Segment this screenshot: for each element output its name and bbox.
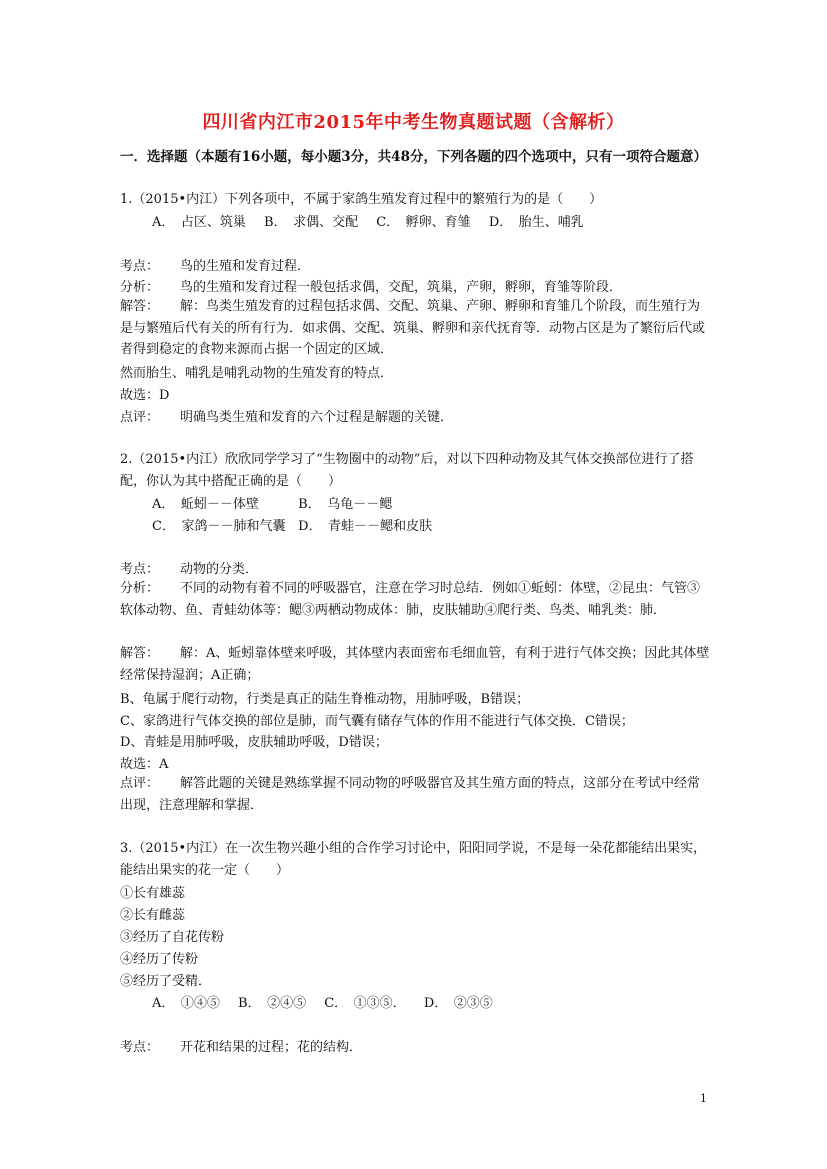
q2-jieda-label: 解答： xyxy=(120,646,160,661)
q1-dianping-label: 点评： xyxy=(120,410,160,425)
q2-jieda xyxy=(120,643,710,686)
q1-option-d: D． 胎生、哺乳 xyxy=(488,215,584,230)
q2-answer: 故选：A xyxy=(120,757,169,772)
q1-option-a: A． 占区、筑巢 xyxy=(152,215,246,230)
q3-item-2: ②长有雌蕊 xyxy=(120,908,186,923)
q3-option-c: C． ①③⑤． xyxy=(324,996,406,1011)
q3-item-1: ①长有雄蕊 xyxy=(120,886,186,901)
q3-option-d: D． ②③⑤ xyxy=(423,996,493,1011)
page-title: 四川省内江市2015年中考生物真题试题（含解析） xyxy=(202,112,625,133)
q1-jieda-text: 解：鸟类生殖发育的过程包括求偶、交配、筑巢、产卵、孵卵和育雏几个阶段，而生殖行为是与繁殖后代有关的所有行为．如求偶、交配、筑巢、孵卵和亲代抚育等．动物占区是为了繁衍后代或者得到稳定的食物来源而占据一个固定的区域． xyxy=(120,299,706,357)
q2-line-d: D、青蛙是用肺呼吸，皮肤辅助呼吸，D错误； xyxy=(120,735,388,750)
q2-fenxi-label: 分析： xyxy=(120,581,160,596)
q1-option-c: C． 孵卵、育雏 xyxy=(376,215,471,230)
q2-dianping-label: 点评： xyxy=(120,776,160,791)
q1-dianping-text: 明确鸟类生殖和发育的六个过程是解题的关键． xyxy=(180,410,454,425)
q1-kaodian-text: 鸟的生殖和发育过程． xyxy=(180,259,311,274)
q2-stem: 2.（2015•内江）欣欣同学学习了“生物圈中的动物”后，对以下四种动物及其气体交换部位进行了搭配，你认为其中搭配正确的是（ ） xyxy=(120,452,694,489)
q1-fenxi xyxy=(120,276,622,295)
q3-option-b: B． ②④⑤ xyxy=(238,996,307,1011)
q1-jieda-2: 然而胎生、哺乳是哺乳动物的生殖发育的特点． xyxy=(120,366,394,381)
q3-item-3: ③经历了自花传粉 xyxy=(120,930,225,945)
q1-jieda xyxy=(120,296,710,361)
q2-dianping xyxy=(120,773,710,816)
q2-kaodian xyxy=(120,558,258,577)
q2-fenxi-text: 不同的动物有着不同的呼吸器官，注意在学习时总结．例如①蚯蚓：体壁，②昆虫：气管③软体动物、鱼、青蛙幼体等：鳃③两栖动物成体：肺，皮肤辅助④爬行类、鸟类、哺乳类：肺． xyxy=(120,581,701,618)
q1-stem: 1.（2015•内江）下列各项中，不属于家鸽生殖发育过程中的繁殖行为的是（ ） xyxy=(120,192,603,207)
q2-kaodian-text: 动物的分类． xyxy=(180,562,259,577)
q1-options xyxy=(152,211,598,230)
q3-item-5: ⑤经历了受精． xyxy=(120,974,212,989)
q3-option-a: A． ①④⑤ xyxy=(152,996,220,1011)
q3-options xyxy=(152,992,507,1011)
q3-kaodian-label: 考点： xyxy=(120,1040,160,1055)
q3-kaodian-text: 开花和结果的过程；花的结构． xyxy=(180,1040,363,1055)
q2-options-row1 xyxy=(152,493,406,512)
section-heading: 一．选择题（本题有16小题，每小题3分，共48分，下列各题的四个选项中，只有一项符合题意） xyxy=(120,149,707,165)
q2-options-row2 xyxy=(152,515,446,534)
q2-option-a: A． 蚯蚓－－体壁 xyxy=(152,497,259,512)
q2-line-b: B、龟属于爬行动物，行类是真正的陆生脊椎动物，用肺呼吸，B错误； xyxy=(120,692,530,707)
q1-kaodian-label: 考点： xyxy=(120,259,160,274)
q3-item-4: ④经历了传粉 xyxy=(120,952,199,967)
q2-fenxi xyxy=(120,578,710,621)
q1-kaodian xyxy=(120,255,310,274)
q2-jieda-text: 解：A、蚯蚓靠体壁来呼吸，其体壁内表面密布毛细血管，有利于进行气体交换；因此其体壁经常保持湿润；A正确； xyxy=(120,646,710,683)
q2-option-d: D． 青蛙－－鳃和皮肤 xyxy=(298,519,433,534)
page-number: 1 xyxy=(700,1092,707,1105)
q1-option-b: B． 求偶、交配 xyxy=(264,215,359,230)
q1-jieda-label: 解答： xyxy=(120,299,160,314)
q1-answer: 故选：D xyxy=(120,388,170,403)
q1-fenxi-text: 鸟的生殖和发育过程一般包括求偶，交配，筑巢，产卵，孵卵，育雏等阶段． xyxy=(180,280,623,295)
q3-kaodian xyxy=(120,1036,362,1055)
q2-kaodian-label: 考点： xyxy=(120,562,160,577)
q3-stem: 3.（2015•内江）在一次生物兴趣小组的合作学习讨论中，阳阳同学说，不是每一朵花都能结出果实，能结出果实的花一定（ ） xyxy=(120,841,707,878)
q2-option-c: C． 家鸽－－肺和气囊 xyxy=(152,519,286,534)
q2-option-b: B． 乌龟－－鳃 xyxy=(298,497,393,512)
q1-dianping xyxy=(120,406,453,425)
q1-fenxi-label: 分析： xyxy=(120,280,160,295)
q2-dianping-text: 解答此题的关键是熟练掌握不同动物的呼吸器官及其生殖方面的特点，这部分在考试中经常出现，注意理解和掌握． xyxy=(120,776,701,813)
q2-line-c: C、家鸽进行气体交换的部位是肺，而气囊有储存气体的作用不能进行气体交换．C错误； xyxy=(120,714,634,729)
